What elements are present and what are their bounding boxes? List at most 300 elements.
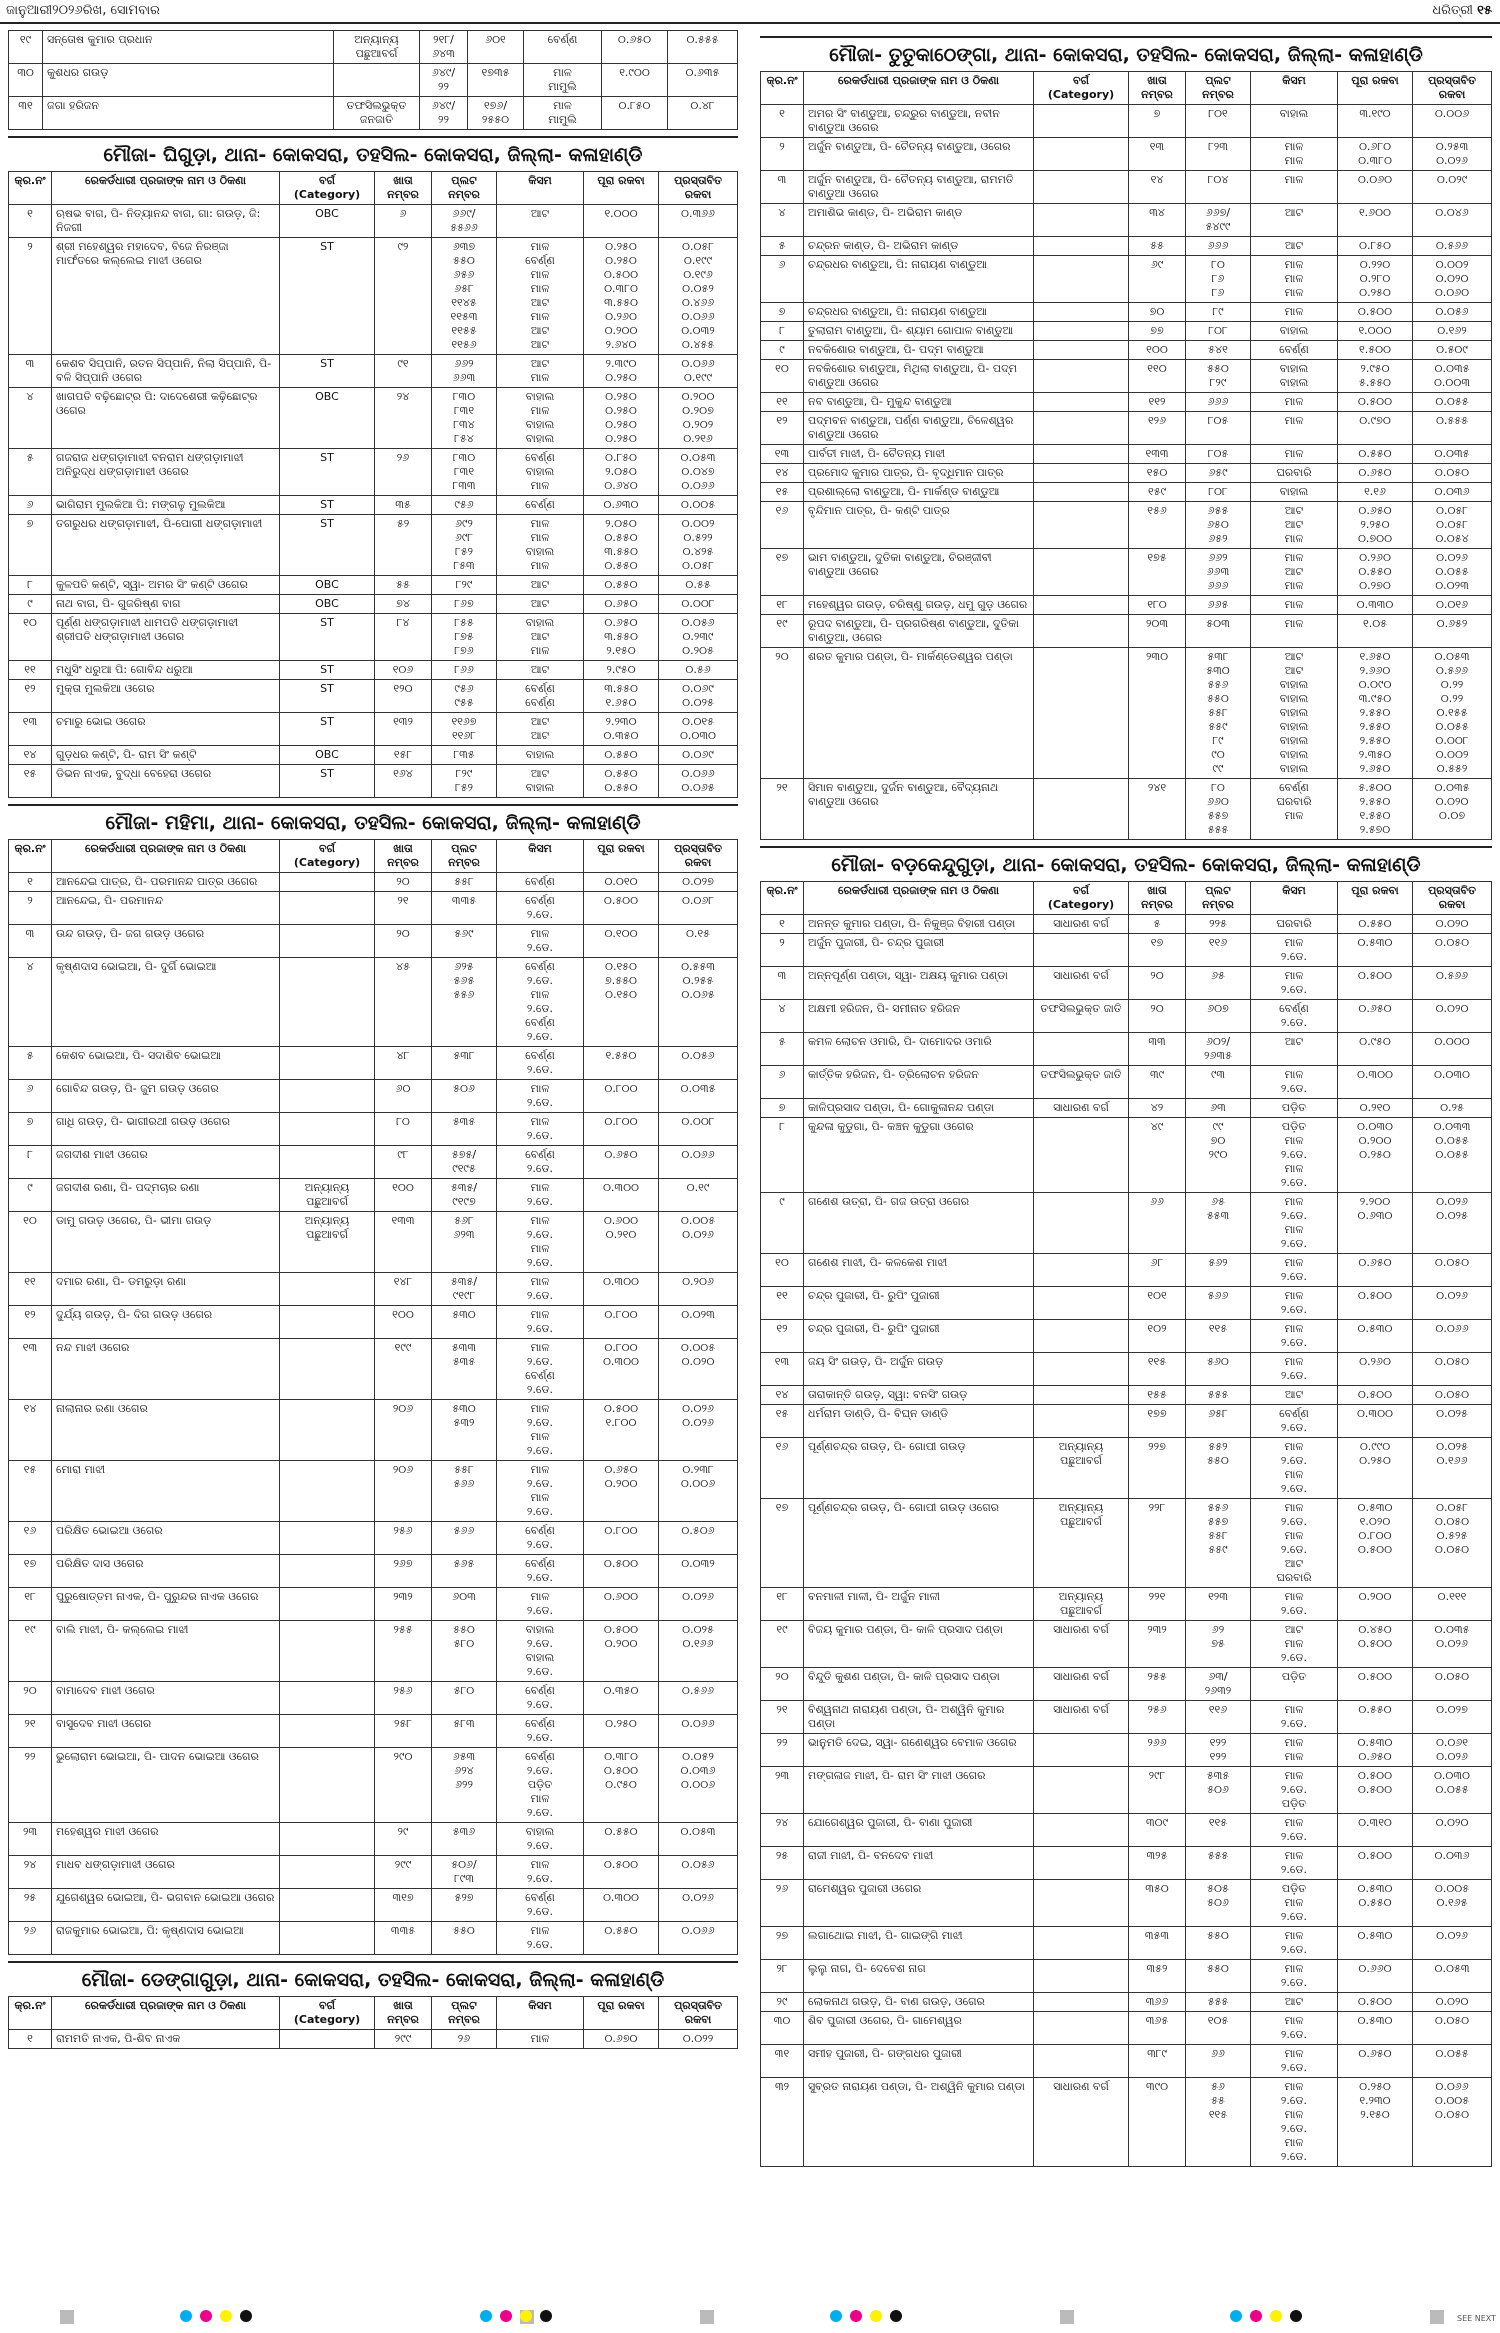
- cell-sl: ୪: [9, 958, 52, 1047]
- cell-name: ରାଜୀ ମାଝୀ, ପି- ବନଦେବ ମାଝୀ: [804, 1847, 1034, 1880]
- cell-kisam: ମାଳ ୨.ଡେ.: [1251, 1320, 1338, 1353]
- cell-kisam: ମାଳ ୨.ଡେ.: [1251, 1814, 1338, 1847]
- cell-proposed: ୦.୦୬୬ ୦.୦୦୫ ୦.୦୫୦: [1413, 2078, 1492, 2167]
- cell-category: [1034, 1927, 1129, 1960]
- cell-sl: ୧୩: [9, 713, 52, 746]
- table-row: [761, 2012, 1492, 2045]
- cell-area: ୦.୦୩୦ ୦.୨୦୦ ୦.୨୫୦: [1338, 1118, 1413, 1193]
- print-registration-strip: [0, 2300, 1500, 2333]
- cell-category: [1034, 464, 1129, 483]
- cell-category: [280, 1588, 375, 1621]
- cell-area: ୦.୦୧୦: [584, 873, 659, 892]
- cell-plot: ୮୦୧: [1186, 105, 1251, 138]
- cell-category: [280, 873, 375, 892]
- cell-kisam: ମାଳ ୨.ଡେ. ମାଳ ୨.ଡେ.: [497, 1400, 584, 1461]
- cell-sl: ୨୧: [9, 1715, 52, 1748]
- cell-category: [280, 1856, 375, 1889]
- header-name: ରେକର୍ଡଧାରୀ ପ୍ରଜାଙ୍କ ନାମ ଓ ଠିକଣା: [52, 1997, 280, 2030]
- cell-kisam: ମାଳ ୨.ଡେ.: [1251, 1847, 1338, 1880]
- cell-name: ବନମାଳୀ ମାଳୀ, ପି- ଅର୍ଜୁନ ମାଳୀ: [804, 1588, 1034, 1621]
- cell-category: [1034, 1287, 1129, 1320]
- cell-sl: ୧୪: [761, 1386, 804, 1405]
- table-row: [9, 515, 738, 576]
- cell-kisam: ବାହାଲ ୨.ଡେ. ବାହାଲ ୨.ଡେ.: [497, 1621, 584, 1682]
- cell-khata: ୧୧୨: [1129, 393, 1186, 412]
- cell-proposed: ୦.୦୫୬: [659, 1047, 738, 1080]
- cell-sl: ୨୪: [761, 1814, 804, 1847]
- cell-category: [1034, 1405, 1129, 1438]
- cell-name: ଗୁଡ଼ଧର କଣ୍ଟି, ପି- ରାମ ସିଂ କଣ୍ଟି: [52, 746, 280, 765]
- cell-kisam: ମାଳ ୨.ଡେ.: [497, 925, 584, 958]
- mouza-section: [760, 846, 1492, 2167]
- cell-khata: ୧୦୬: [375, 661, 432, 680]
- cell-plot: ୮୩୫: [432, 746, 497, 765]
- table-row: [761, 1438, 1492, 1499]
- land-record-table: [760, 71, 1492, 840]
- cell-sl: ୨୫: [761, 1847, 804, 1880]
- cell-name: ଚନ୍ଦ୍ର ପୁଜାରୀ, ପି- ରୁପିଂ ପୁଜାରୀ: [804, 1320, 1034, 1353]
- cell-proposed: ୦.୫୬୬: [1413, 967, 1492, 1000]
- cell-plot: ୬୦୩: [432, 1588, 497, 1621]
- header-kisam: କିସମ: [497, 1997, 584, 2030]
- cell-area: ୦.୪୫୦ ୦.୫୦୦: [1338, 1621, 1413, 1668]
- cell-plot: ୯୩: [1186, 1066, 1251, 1099]
- mouza-section: [8, 804, 738, 1955]
- table-row: [761, 1499, 1492, 1588]
- cell-name: ପରିକ୍ଷିତ ଭୋଇଆ ଓଗେର: [52, 1522, 280, 1555]
- cell-khata: ୯୮: [375, 1146, 432, 1179]
- cell-name: ଶ୍ରୀ ମହେଶ୍ୱର ମହାଦେବ, ବିଜେ ନିରଞ୍ଜା ମାର୍ଫତରେ କଲ୍ଲେଇ ମାଝୀ ଓଗେର: [52, 238, 280, 355]
- header-plot: ପ୍ଲଟ ନମ୍ବର: [432, 1997, 497, 2030]
- cell-category: ଅନ୍ୟାନ୍ୟ ପଛୁଆବର୍ଗ: [1034, 1499, 1129, 1588]
- cell-kisam: ଘରବାରି: [1251, 464, 1338, 483]
- cell-category: [280, 1400, 375, 1461]
- cell-name: ଲୋକନାଥ ଗଉଡ଼, ପି- ବାଣ ଗଉଡ଼, ଓଗେର: [804, 1993, 1034, 2012]
- cell-area: ୦.୫୫୦: [584, 1922, 659, 1955]
- table-row: [9, 449, 738, 496]
- cell-name: ରାମେଶ୍ୱର ପୁଜାରୀ ଓଗେର: [804, 1880, 1034, 1927]
- cell-sl: ୧୫: [9, 1461, 52, 1522]
- mouza-section: [8, 1961, 738, 2049]
- cell-khata: ୪୫: [375, 958, 432, 1047]
- cell-khata: ୧୫୫: [1129, 1386, 1186, 1405]
- cell-sl: ୮: [9, 576, 52, 595]
- cell-category: [1034, 322, 1129, 341]
- cell-kisam: ଆଟ ଆଟ ବାହାଲ ବାହାଲ ବାହାଲ ବାହାଲ ବାହାଲ ବାହାଲ ବାହାଲ: [1251, 648, 1338, 779]
- cell-proposed: ୦.୦୬୬ ୦.୧୯୯: [659, 355, 738, 388]
- cell-category: [1034, 105, 1129, 138]
- cell-kisam: ବେର୍ଣ୍ଣ ୨.ଡେ. ପଡ଼ିତ ମାଳ ୨.ଡେ.: [497, 1748, 584, 1823]
- cell-area: ୦.୬୫୦: [584, 1146, 659, 1179]
- cell-sl: ୧୫: [761, 483, 804, 502]
- cell-area: ୦.୬୫୦ ୨.୨୫୦ ୦.୭୦୦: [1338, 502, 1413, 549]
- cell-area: ୦.୫୦୦ ୦.୫୦୦: [1338, 1767, 1413, 1814]
- table-row: [761, 1847, 1492, 1880]
- cell-name: ପରିକ୍ଷିତ ଦାସ ଓଗେର: [52, 1555, 280, 1588]
- cell-sl: ୧୧: [9, 661, 52, 680]
- cell-category: ST: [280, 449, 375, 496]
- table-header-row: [9, 172, 738, 205]
- cell-proposed: ୦.୦୫୫: [1413, 393, 1492, 412]
- cell-plot: ୮୨୯ ୮୫୨: [432, 765, 497, 798]
- cell-plot: ୬୫୮: [1186, 1405, 1251, 1438]
- registration-dot: [850, 2310, 862, 2322]
- table-row: [761, 1287, 1492, 1320]
- cell-kisam: ବେର୍ଣ୍ଣ: [497, 873, 584, 892]
- cell-khata: ୨୯୦: [375, 1748, 432, 1823]
- cell-plot: ୮୬୭: [432, 595, 497, 614]
- cell-khata: ୫: [1129, 915, 1186, 934]
- cell-plot: ୮୫୫ ୮୭୫ ୮୭୬: [432, 614, 497, 661]
- cell-khata: ୩୪: [1129, 204, 1186, 237]
- cell-category: ST: [280, 515, 375, 576]
- header-sl: କ୍ର.ନଂ: [761, 882, 804, 915]
- cell-name: କାଳିପ୍ରସାଦ ପଣ୍ଡା, ପି- ଗୋକୁଳାନନ୍ଦ ପଣ୍ଡା: [804, 1099, 1034, 1118]
- cell-plot: ୮୯: [1186, 303, 1251, 322]
- cell-area: ୨.୨୩୦ ୦.୩୫୦: [584, 713, 659, 746]
- cell-category: ସାଧାରଣ ବର୍ଗ: [1034, 967, 1129, 1000]
- cell-area: ୦.୩୦୦: [584, 1179, 659, 1212]
- cell-sl: ୨୦: [761, 648, 804, 779]
- cell-name: ମହେଶ୍ୱର ମାଝୀ ଓଗେର: [52, 1823, 280, 1856]
- cell-name: ଡାମୁ ଗଉଡ଼ ଓଗେର, ପି- ଭୀମା ଗଉଡ଼: [52, 1212, 280, 1273]
- cell-name: ଶରତ କୁମାର ପଣ୍ଡା, ପି- ମାର୍କଣ୍ଡେଶ୍ୱର ପଣ୍ଡା: [804, 648, 1034, 779]
- cell-area: ୩.୧୯୦: [1338, 105, 1413, 138]
- cell-proposed: ୦.୦୦୫ ୦.୧୬୫: [1413, 1880, 1492, 1927]
- cell-kisam: ଆଟ ଆଟ: [497, 713, 584, 746]
- cell-khata: ୩୬୬: [1129, 1993, 1186, 2012]
- cell-plot: ୮୦ ୬୬୦ ୫୫୭ ୫୫୫: [1186, 779, 1251, 840]
- table-row: [761, 1386, 1492, 1405]
- cell-name: ମୋରା ମାଝୀ: [52, 1461, 280, 1522]
- cell-khata: ୨୨୭: [1129, 1438, 1186, 1499]
- cell-plot: ୫୬୮ ୬୨୩: [432, 1212, 497, 1273]
- cell-name: ସନ୍ତୋଷ କୁମାର ପ୍ରଧାନ: [43, 31, 334, 64]
- cell-sl: ୩: [761, 967, 804, 1000]
- cell-sl: ୧୯: [761, 1621, 804, 1668]
- table-row: [761, 171, 1492, 204]
- cell-proposed: ୦.୦୫୦: [1413, 464, 1492, 483]
- cell-plot: ୫୮୦: [432, 1682, 497, 1715]
- cell-khata: ୨୨୮: [1129, 1499, 1186, 1588]
- cell-proposed: ୦.୦୫୦: [1413, 1254, 1492, 1287]
- registration-square: [1430, 2310, 1444, 2324]
- table-row: [9, 1146, 738, 1179]
- table-row: [761, 1588, 1492, 1621]
- cell-proposed: ୦.୦୨୬: [659, 1889, 738, 1922]
- cell-area: ୦.୬୫୦ ୩.୫୫୦ ୨.୧୫୦: [584, 614, 659, 661]
- cell-plot: ୫୦୫ ୫୦୬: [1186, 1880, 1251, 1927]
- cell-area: ୦.୫୩୦ ୦.୫୫୦: [1338, 1880, 1413, 1927]
- cell-khata: ୧୫୦: [1129, 464, 1186, 483]
- table-row: [9, 925, 738, 958]
- table-row: [761, 1993, 1492, 2012]
- cell-area: ୦.୫୦୦: [1338, 303, 1413, 322]
- cell-area: ୦.୫୫୦: [584, 1823, 659, 1856]
- cell-plot: ୫୩୫: [432, 1113, 497, 1146]
- cell-khata: ୧୭୫: [1129, 549, 1186, 596]
- cell-area: ୦.୯୫୦: [1338, 1033, 1413, 1066]
- cell-category: [1034, 502, 1129, 549]
- cell-category: [280, 1555, 375, 1588]
- cell-area: ୦.୨୫୦ ୧.୨୩୦ ୨.୧୫୦: [1338, 2078, 1413, 2167]
- cell-plot: ୮୦୪: [1186, 171, 1251, 204]
- cell-plot: ୬୦୨/ ୨୬୩୫: [1186, 1033, 1251, 1066]
- land-record-table: [8, 171, 738, 798]
- cell-sl: ୩୦: [9, 64, 43, 97]
- cell-area: ୧.୧୬: [1338, 483, 1413, 502]
- cell-category: [280, 892, 375, 925]
- header-khata: ଖାତା ନମ୍ବର: [1129, 882, 1186, 915]
- cell-plot: ୧୧୬: [1186, 934, 1251, 967]
- page-header: [0, 0, 1500, 24]
- cell-khata: ୫୨: [375, 515, 432, 576]
- cell-plot: ୫୩୮: [432, 1047, 497, 1080]
- cell-khata: ୩୯୦: [1129, 2078, 1186, 2167]
- cell-name: ମଧୁସିଂ ଧରୁଆ ପି: ଗୋବିନ୍ଦ ଧରୁଆ: [52, 661, 280, 680]
- land-record-table: [8, 839, 738, 1955]
- table-row: [9, 238, 738, 355]
- cell-plot: ୫୬୦: [1186, 1353, 1251, 1386]
- cell-sl: ୭: [761, 1099, 804, 1118]
- cell-area: ୦.୯୭୦: [1338, 412, 1413, 445]
- cell-khata: ୨୧: [375, 892, 432, 925]
- header-area: ପୂରା ରକବା: [584, 1997, 659, 2030]
- cell-plot: ୫୫୮: [432, 873, 497, 892]
- cell-name: ତାରାକାନ୍ତି ଗଉଡ଼, ସ୍ୱା: ବନସିଂ ଗଉଡ଼: [804, 1386, 1034, 1405]
- cell-khata: ୨୯୯: [375, 1856, 432, 1889]
- cell-kisam: ମାଳ ଆଟ ମାଳ: [1251, 549, 1338, 596]
- cell-kisam: ବେର୍ଣ୍ଣ ୨.ଡେ.: [1251, 1000, 1338, 1033]
- cell-proposed: ୦.୦୩୦: [1413, 1066, 1492, 1099]
- cell-khata: ୪୨: [1129, 1099, 1186, 1118]
- registration-square: [1060, 2310, 1074, 2324]
- cell-plot: ୫୫୦: [1186, 1927, 1251, 1960]
- cell-area: ୦.୫୦୦: [1338, 1287, 1413, 1320]
- cell-category: [1034, 1960, 1129, 1993]
- cell-khata: ୧୨୬: [1129, 412, 1186, 445]
- cell-kisam: ମାଳ: [1251, 615, 1338, 648]
- cell-proposed: ୦.୨୫: [1413, 1099, 1492, 1118]
- cell-proposed: ୦.୦୨୬ ୦.୦୨୬: [659, 1400, 738, 1461]
- cell-sl: ୨୨: [761, 1734, 804, 1767]
- cell-khata: ୩୬୫: [1129, 2012, 1186, 2045]
- cell-sl: ୨୩: [9, 1823, 52, 1856]
- mouza-title: ମୌଜା- ଘିଗୁଡ଼ା, ଥାନା- କୋକସରା, ତହସିଲ- କୋକସରା, ଜିଲ୍ଲା- କଳାହାଣ୍ଡି: [8, 136, 738, 171]
- cell-proposed: ୦.୦୦୮: [659, 1113, 738, 1146]
- cell-area: ୦.୫୦୦: [1338, 393, 1413, 412]
- table-row: [9, 1080, 738, 1113]
- cell-area: ୦.୩୦୦: [584, 1273, 659, 1306]
- cell-plot: ୮୦୫: [1186, 445, 1251, 464]
- table-row: [9, 1461, 738, 1522]
- cell-plot: ୫୬୯: [432, 925, 497, 958]
- registration-dot: [240, 2310, 252, 2322]
- cell-category: [1034, 204, 1129, 237]
- header-name: ରେକର୍ଡଧାରୀ ପ୍ରଜାଙ୍କ ନାମ ଓ ଠିକଣା: [804, 72, 1034, 105]
- cell-kisam: ବେର୍ଣ୍ଣ: [524, 31, 602, 64]
- cell-name: କେଶବ ସିପ୍ପାନି, ରତନ ସିପ୍ପାନି, ନିଲା ସିପ୍ପାନି, ପି- ବଳି ସିପ୍ପାନି ଓଗେର: [52, 355, 280, 388]
- cell-proposed: ୦.୦୫୩ ୦.୦୪୭ ୦.୦୬୬: [659, 449, 738, 496]
- cell-khata: ୧୭: [1129, 934, 1186, 967]
- cell-category: ST: [280, 713, 375, 746]
- cell-proposed: ୦.୫୫୫: [668, 31, 738, 64]
- cell-plot: ୧୧୬୭ ୧୧୬୮: [432, 713, 497, 746]
- table-row: [9, 1748, 738, 1823]
- cell-plot: ୫୫୦: [1186, 1960, 1251, 1993]
- cell-category: [280, 1080, 375, 1113]
- cell-area: ୫.୫୦୦ ୨.୫୫୦ ୧.୫୫୦ ୨.୫୭୦: [1338, 779, 1413, 840]
- table-row: [9, 892, 738, 925]
- cell-kisam: ମାଳ: [1251, 412, 1338, 445]
- cell-khata: ୨୦: [1129, 1000, 1186, 1033]
- cell-khata: ୧୧୫: [1129, 1353, 1186, 1386]
- registration-dot: [180, 2310, 192, 2322]
- table-header-row: [9, 1997, 738, 2030]
- cell-khata: ୨୫୬: [1129, 1701, 1186, 1734]
- table-row: [761, 256, 1492, 303]
- cell-proposed: ୦.୨୦୦ ୦.୨୦୭ ୦.୨୦୨ ୦.୨୧୬: [659, 388, 738, 449]
- cell-proposed: ୦.୦୬୬: [659, 1922, 738, 1955]
- table-row: [761, 483, 1492, 502]
- cell-kisam: ମାଳ ୨.ଡେ.: [497, 1273, 584, 1306]
- cell-area: ୦.୩୩୦: [1338, 596, 1413, 615]
- cell-name: ଋଷଭ ବାଗ, ପି- ନିତ୍ୟାନନ୍ଦ ବାଗ, ଗା: ଗଉଡ଼, ଜି: ନିଜଗୀ: [52, 205, 280, 238]
- cell-sl: ୧: [9, 873, 52, 892]
- cell-proposed: ୦.୦୨୦: [1413, 1993, 1492, 2012]
- cell-plot: ୬୬୯/ ୫୫୬୬: [432, 205, 497, 238]
- cell-sl: ୯: [761, 1193, 804, 1254]
- cell-name: ଗଣେଶ ଉତ୍ରା, ପି- ଗଜ ଉତ୍ରା ଓଗେର: [804, 1193, 1034, 1254]
- cell-name: ରୂପଦ ବାଣ୍ଡୁଆ, ପି- ପ୍ରଗରିଷ୍ଣ ବାଣ୍ଡୁଆ, ଦୁତିକା ବାଣ୍ଡୁଆ, ଓଗେର: [804, 615, 1034, 648]
- cell-kisam: ବେର୍ଣ୍ଣ ୨.ଡେ.: [497, 1889, 584, 1922]
- cell-name: ଆନନ୍ଦେଇ, ପି- ପରମାନନ୍ଦ: [52, 892, 280, 925]
- table-row: [9, 746, 738, 765]
- cell-name: ଦମାର ରଣା, ପି- ଡମରୁଡ଼ା ରଣା: [52, 1273, 280, 1306]
- table-row: [761, 596, 1492, 615]
- cell-name: ଜଗଦୀଶ ମାଝୀ ଓଗେର: [52, 1146, 280, 1179]
- cell-kisam: ମାଳ ମାଳ: [1251, 1734, 1338, 1767]
- cell-category: OBC: [280, 388, 375, 449]
- cell-category: [1034, 1193, 1129, 1254]
- table-row: [9, 2030, 738, 2049]
- cell-area: ୦.୫୫୦: [584, 576, 659, 595]
- cell-plot: ୮୦୮: [1186, 322, 1251, 341]
- cell-name: ସମୀହ ପୁଜାରୀ, ପି- ଗଙ୍ଗଧର ପୁଜାରୀ: [804, 2045, 1034, 2078]
- cell-plot: ୫୩୮ ୫୩୦ ୫୫୬ ୫୫୦ ୫୫୮ ୫୫୯ ୮୯ ୯୦ ୯୯: [1186, 648, 1251, 779]
- cell-area: ୦.୬୦୦: [584, 1588, 659, 1621]
- table-row: [9, 1823, 738, 1856]
- cell-plot: ୧୦୫: [1186, 2012, 1251, 2045]
- cell-name: ଚନ୍ଦ୍ରନ କାଣ୍ଡ, ପି- ଅଭିରାମ କାଣ୍ଡ: [804, 237, 1034, 256]
- cell-category: [280, 1922, 375, 1955]
- cell-name: ଅନ୍ନପୂର୍ଣ୍ଣ ପଣ୍ଡା, ସ୍ୱା- ଅକ୍ଷୟ କୁମାର ପଣ୍ଡା: [804, 967, 1034, 1000]
- cell-plot: ୩୩୫: [432, 892, 497, 925]
- cell-sl: ୫: [761, 237, 804, 256]
- cell-area: ୦.୫୩୦ ୧.୦୨୦ ୦.୮୦୦ ୦.୫୦୦: [1338, 1499, 1413, 1588]
- cell-plot: ୮୩୦ ୮୩୧ ୮୩୪ ୮୫୪: [432, 388, 497, 449]
- table-row: [9, 1856, 738, 1889]
- cell-kisam: ମାଳ ୨.ଡେ.: [1251, 1960, 1338, 1993]
- cell-proposed: ୦.୦୨୩: [659, 1306, 738, 1339]
- table-row: [9, 1715, 738, 1748]
- cell-name: ବିନ୍ଦୁତି କୁଶଣ ପଣ୍ଡା, ପି- କାଳି ପ୍ରସାଦ ପଣ୍ଡା: [804, 1668, 1034, 1701]
- table-row: [9, 958, 738, 1047]
- cell-kisam: ମାଳ ୨.ଡେ.: [497, 1080, 584, 1113]
- cell-khata: ୩୩: [1129, 1033, 1186, 1066]
- cell-sl: ୧୮: [9, 1588, 52, 1621]
- table-row: [761, 1880, 1492, 1927]
- table-row: [9, 496, 738, 515]
- cell-khata: ୧୦୨: [1129, 1320, 1186, 1353]
- cell-kisam: ଆଟ: [497, 661, 584, 680]
- cell-sl: ୧୨: [761, 412, 804, 445]
- cell-kisam: ମାଳ: [1251, 596, 1338, 615]
- header-category: ବର୍ଗ (Category): [280, 1997, 375, 2030]
- cell-proposed: ୦.୦୨୫ ୦.୧୬୬: [1413, 1438, 1492, 1499]
- table-row: [761, 934, 1492, 967]
- table-row: [761, 2045, 1492, 2078]
- cell-kisam: ଆଟ: [1251, 1033, 1338, 1066]
- cell-area: ୦.୬୫୦ ୦.୨୦୦: [584, 1461, 659, 1522]
- cell-category: ସାଧାରଣ ବର୍ଗ: [1034, 1621, 1129, 1668]
- cell-area: ୦.୫୦୦: [1338, 1386, 1413, 1405]
- table-row: [761, 105, 1492, 138]
- cell-kisam: ମାଳ ୨.ଡେ.: [497, 1306, 584, 1339]
- cell-plot: ୫୬୬: [432, 1522, 497, 1555]
- header-category: ବର୍ଗ (Category): [280, 172, 375, 205]
- cell-plot: ୮୨୯: [432, 576, 497, 595]
- cell-category: ତଫସିଲଭୁକ୍ତ ଜନଜାତି: [334, 97, 420, 130]
- header-khata: ଖାତା ନମ୍ବର: [375, 172, 432, 205]
- cell-kisam: ବାହାଲ ଆଟ ମାଳ: [497, 614, 584, 661]
- cell-sl: ୩: [761, 171, 804, 204]
- cell-sl: ୧: [9, 2030, 52, 2049]
- cell-khata: ୨୬: [375, 449, 432, 496]
- cell-category: [280, 1306, 375, 1339]
- cell-category: [280, 925, 375, 958]
- cell-kisam: ଆଟ: [1251, 237, 1338, 256]
- table-row: [9, 713, 738, 746]
- cell-khata: ୫୫: [1129, 237, 1186, 256]
- cell-name: ପ୍ରମୋଦ କୁମାର ପାତ୍ର, ପି- ବୃଦ୍ଧିମାନ ପାତ୍ର: [804, 464, 1034, 483]
- cell-plot: ୬୬: [1186, 2045, 1251, 2078]
- cell-kisam: ମାଳ ୨.ଡେ.: [497, 1179, 584, 1212]
- cell-category: [1034, 1734, 1129, 1767]
- table-row: [9, 873, 738, 892]
- cell-sl: ୨୬: [761, 1880, 804, 1927]
- table-row: [9, 1889, 738, 1922]
- cell-proposed: ୦.୦୫୦: [1413, 1353, 1492, 1386]
- cell-khata: ୨୬୬: [1129, 1734, 1186, 1767]
- cell-area: ୦.୫୦୦: [1338, 1668, 1413, 1701]
- cell-kisam: ଆଟ ଆଟ ମାଳ: [1251, 502, 1338, 549]
- cell-sl: ୬: [761, 1066, 804, 1099]
- header-sl: କ୍ର.ନଂ: [9, 172, 52, 205]
- cell-name: ଗଜରାଜ ଧଙ୍ଗଡ଼ାମାଝୀ ବନରାମ ଧଙ୍ଗଡ଼ାମାଝୀ ଅନିରୁଦ୍ଧ ଧଙ୍ଗଡ଼ାମାଝୀ ଓଗେର: [52, 449, 280, 496]
- cell-plot: ୬୩: [1186, 1099, 1251, 1118]
- cell-sl: ୬: [761, 256, 804, 303]
- cell-khata: ୧୬୪: [375, 765, 432, 798]
- cell-kisam: ମାଳ ମାମୁଲି: [524, 64, 602, 97]
- cell-category: ST: [280, 765, 375, 798]
- cell-kisam: ବେର୍ଣ୍ଣ ୨.ଡେ. ମାଳ ୨.ଡେ. ବେର୍ଣ୍ଣ ୨.ଡେ.: [497, 958, 584, 1047]
- table-row: [9, 765, 738, 798]
- cell-khata: ୨୧୮/ ୬୪୩: [420, 31, 468, 64]
- cell-kisam: ପଡ଼ିତ ମାଳ ୨.ଡେ. ମାଳ ୨.ଡେ.: [1251, 1118, 1338, 1193]
- cell-area: ୦.୬୬୦: [1338, 1960, 1413, 1993]
- table-row: [9, 595, 738, 614]
